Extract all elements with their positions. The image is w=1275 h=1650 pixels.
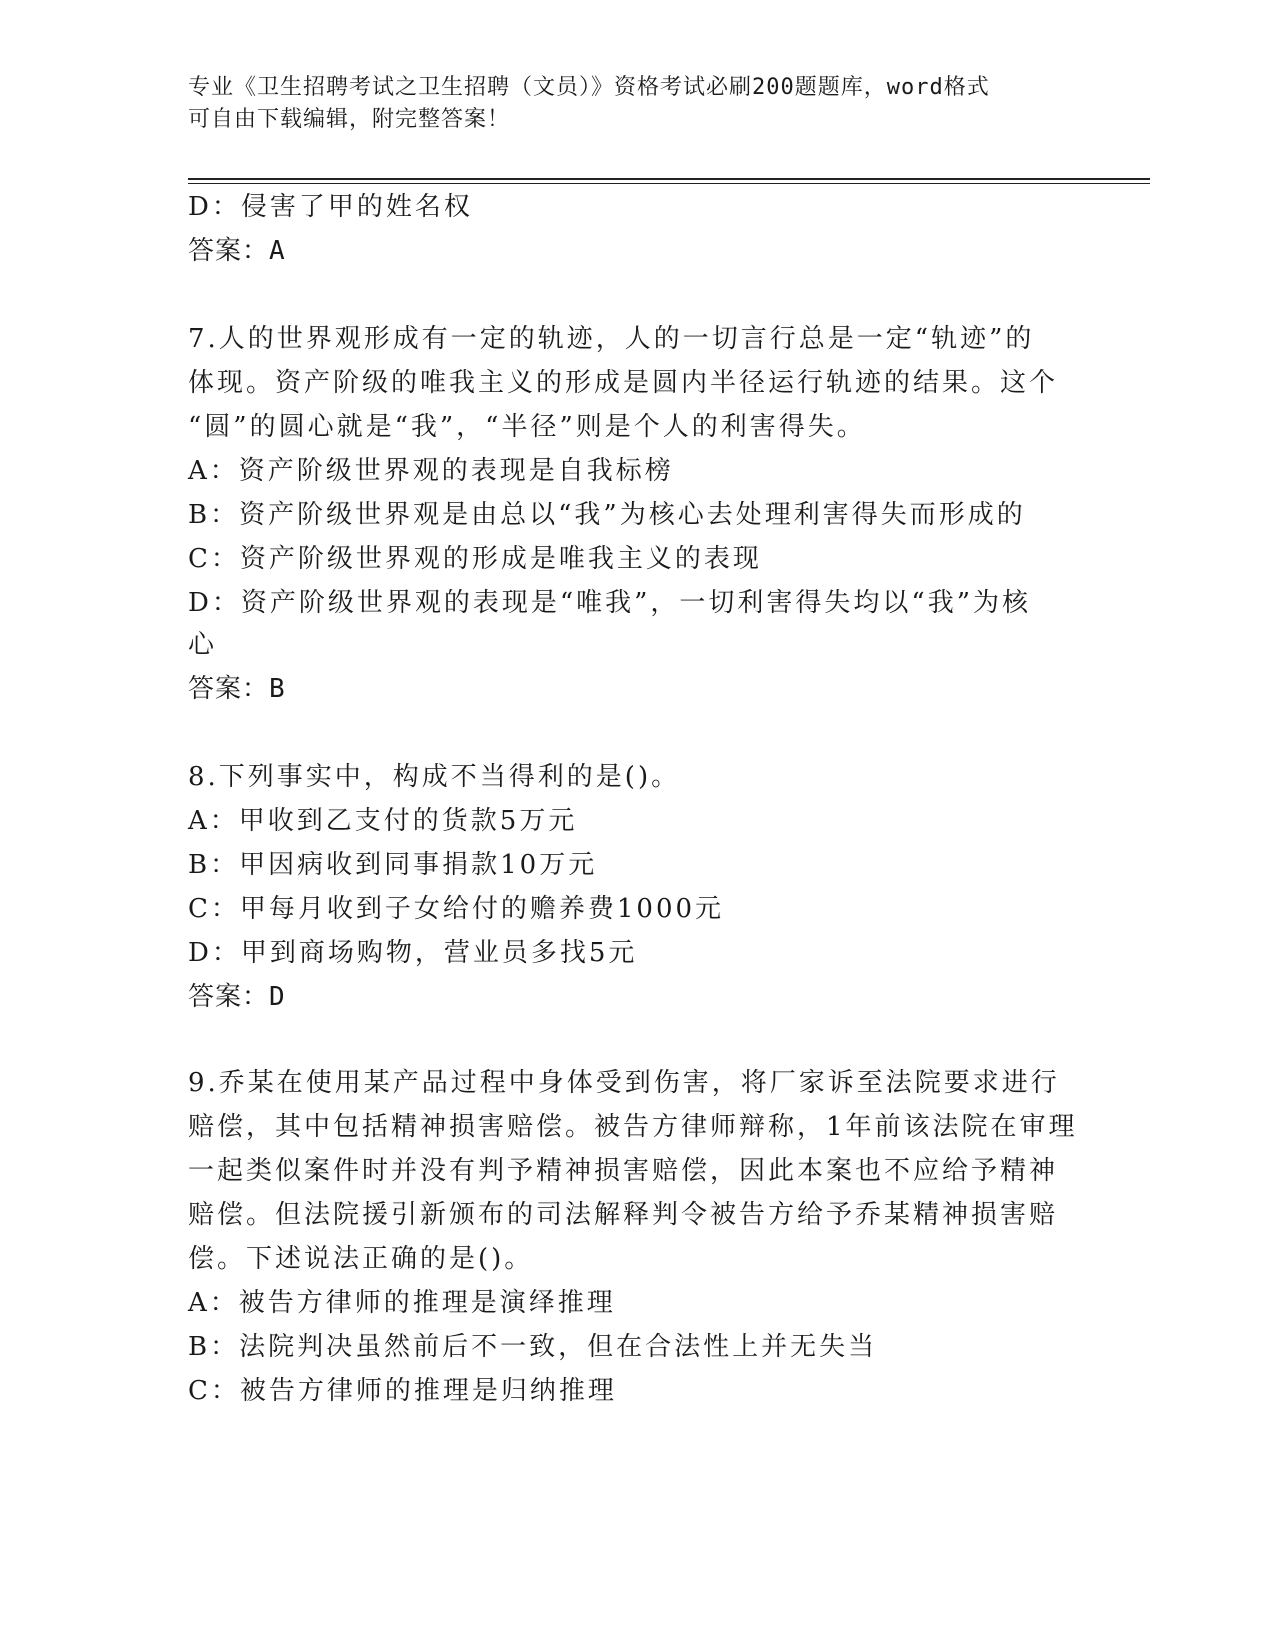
q7-stem-line-2: 体现。资产阶级的唯我主义的形成是圆内半径运行轨迹的结果。这个 <box>188 368 1059 398</box>
q7-stem-line-3: “圆”的圆心就是“我”，“半径”则是个人的利害得失。 <box>188 412 866 442</box>
header-divider-thin <box>188 183 1150 184</box>
q7-option-d-line-2: 心 <box>188 630 218 660</box>
q8-option-b: B：甲因病收到同事捐款10万元 <box>188 850 598 880</box>
q9-option-b: B：法院判决虽然前后不一致，但在合法性上并无失当 <box>188 1332 878 1362</box>
q9-option-a: A：被告方律师的推理是演绎推理 <box>188 1288 616 1318</box>
q9-stem-line-3: 一起类似案件时并没有判予精神损害赔偿，因此本案也不应给予精神 <box>188 1156 1059 1186</box>
q7-stem-line-1: 7.人的世界观形成有一定的轨迹，人的一切言行总是一定“轨迹”的 <box>188 324 1035 354</box>
q8-stem: 8.下列事实中，构成不当得利的是()。 <box>188 762 681 792</box>
q9-option-c: C：被告方律师的推理是归纳推理 <box>188 1376 617 1406</box>
q9-stem-line-1: 9.乔某在使用某产品过程中身体受到伤害，将厂家诉至法院要求进行 <box>188 1068 1060 1098</box>
q6-option-d: D：侵害了甲的姓名权 <box>188 192 473 222</box>
q9-stem-line-2: 赔偿，其中包括精神损害赔偿。被告方律师辩称，1年前该法院在审理 <box>188 1112 1078 1142</box>
q9-stem-line-5: 偿。下述说法正确的是()。 <box>188 1244 534 1274</box>
q8-option-d: D：甲到商场购物，营业员多找5元 <box>188 938 638 968</box>
document-header <box>188 72 1088 136</box>
q7-option-a: A：资产阶级世界观的表现是自我标榜 <box>188 456 674 486</box>
q8-option-c: C：甲每月收到子女给付的赡养费1000元 <box>188 894 725 924</box>
q8-answer: 答案：D <box>188 982 286 1012</box>
q6-answer: 答案：A <box>188 236 286 266</box>
q8-option-a: A：甲收到乙支付的货款5万元 <box>188 806 578 836</box>
header-divider-thick <box>188 178 1150 180</box>
q7-option-d-line-1: D：资产阶级世界观的表现是“唯我”，一切利害得失均以“我”为核 <box>188 588 1032 618</box>
header-line-1: 专业《卫生招聘考试之卫生招聘（文员）》资格考试必刷200题题库，word格式 <box>188 75 990 100</box>
q9-stem-line-4: 赔偿。但法院援引新颁布的司法解释判令被告方给予乔某精神损害赔 <box>188 1200 1059 1230</box>
q7-option-b: B：资产阶级世界观是由总以“我”为核心去处理利害得失而形成的 <box>188 500 1026 530</box>
q7-answer: 答案：B <box>188 674 286 704</box>
header-line-2: 可自由下载编辑，附完整答案！ <box>188 107 511 132</box>
q7-option-c: C：资产阶级世界观的形成是唯我主义的表现 <box>188 544 762 574</box>
